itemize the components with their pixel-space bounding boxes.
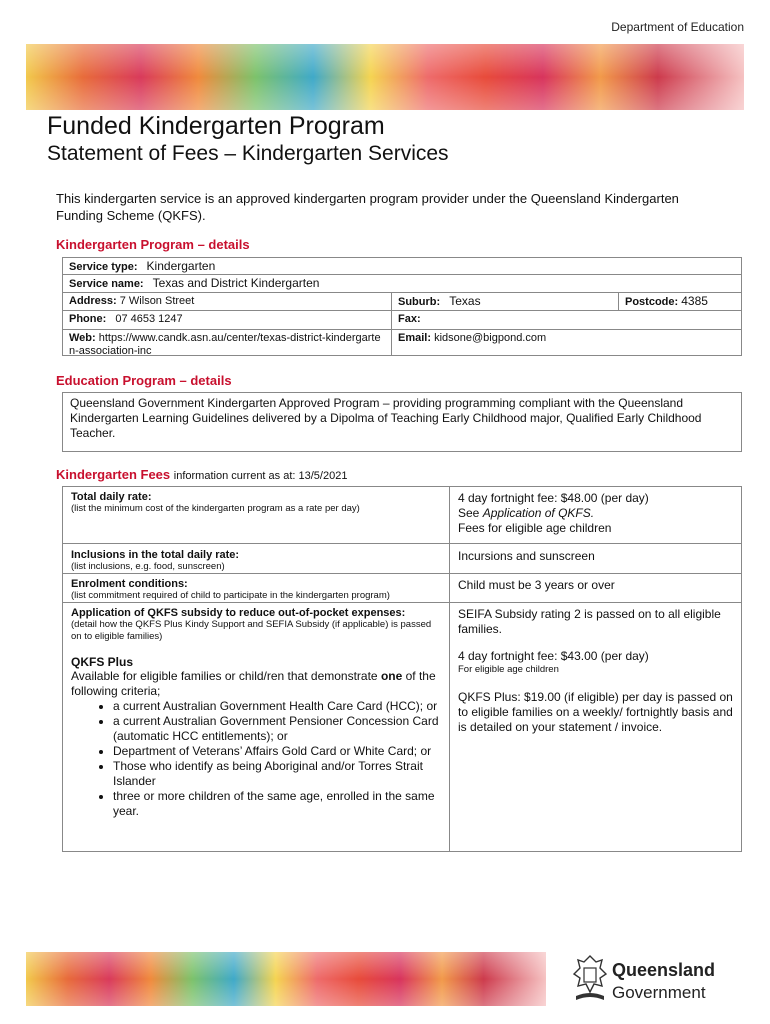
phone-value: 07 4653 1247 [115, 313, 183, 325]
subsidy-label: Application of QKFS subsidy to reduce out-of-pocket expenses: [71, 607, 406, 619]
criteria-item: • Those who identify as being Aboriginal and/or Torres Strait Islander [113, 759, 441, 789]
email-link[interactable]: kidsone@bigpond.com [434, 332, 547, 344]
qld-logo-line1: Queensland [612, 960, 716, 980]
enrolment-label: Enrolment conditions: [71, 578, 188, 590]
total-daily-note: (list the minimum cost of the kindergarten program as a rate per day) [71, 503, 360, 514]
education-details-box [62, 392, 742, 452]
phone-label: Phone: [69, 313, 107, 325]
postcode-label: Postcode: [625, 296, 679, 308]
address-label: Address: [69, 295, 117, 307]
service-type-value: Kindergarten [146, 259, 216, 273]
intro-text: This kindergarten service is an approved kindergarten program provider under the Queensland Kindergarten Funding Scheme (QKFS). [56, 191, 679, 223]
criteria-item: • a current Australian Government Health Care Card (HCC); or [113, 699, 441, 714]
email-label: Email: [398, 332, 432, 344]
service-name-value: Texas and District Kindergarten [152, 276, 320, 290]
suburb-value: Texas [449, 294, 481, 308]
education-details-text: Queensland Government Kindergarten Approved Program – providing programming compliant with the Queensland Kindergarten Learning Guidelines delivered by a Dipolma of Teaching Early Childhood major, Qualified Early Childhood Teacher. [70, 396, 702, 440]
inclusions-value: Incursions and sunscreen [458, 549, 595, 563]
page-subtitle: Statement of Fees – Kindergarten Services [47, 142, 449, 165]
qkfs-plus-value: QKFS Plus: $19.00 (if eligible) per day is passed on to eligible families on a weekly/ fortnightly basis and is detailed on your statement / invoice. [458, 690, 733, 734]
banner-top [26, 44, 744, 110]
fees-heading [56, 467, 347, 482]
fees-table [62, 486, 742, 852]
coat-of-arms-icon [572, 952, 608, 1006]
service-name-label: Service name: [69, 278, 144, 290]
qkfs-plus-title: QKFS Plus [71, 655, 134, 669]
fees-heading-text: Kindergarten Fees [56, 467, 171, 482]
banner-bottom [26, 952, 546, 1006]
inclusions-note: (list inclusions, e.g. food, sunscreen) [71, 561, 225, 572]
postcode-value: 4385 [681, 294, 708, 308]
criteria-item: • three or more children of the same age, enrolled in the same year. [113, 789, 441, 819]
qld-logo-line2: Government [612, 983, 706, 1002]
total-daily-fee: 4 day fortnight fee: $48.00 (per day) [458, 491, 649, 505]
criteria-item: • Department of Veterans’ Affairs Gold Card or White Card; or [113, 744, 441, 759]
web-label: Web: [69, 332, 96, 344]
total-daily-label: Total daily rate: [71, 491, 152, 503]
suburb-label: Suburb: [398, 296, 441, 308]
total-daily-eligibility: Fees for eligible age children [458, 521, 612, 535]
web-link[interactable]: https://www.candk.asn.au/center/texas-district-kindergarten-association-inc [69, 332, 381, 357]
inclusions-label: Inclusions in the total daily rate: [71, 549, 240, 561]
qkfs-plus-intro: Available for eligible families or child/ren that demonstrate one of the following criteria; [71, 669, 436, 698]
fees-info-date: information current as at: 13/5/2021 [173, 470, 348, 482]
criteria-item: • a current Australian Government Pensioner Concession Card (automatic HCC entitlements); or [113, 714, 441, 744]
fee-after-note: For eligible age children [458, 664, 559, 675]
program-details-heading: Kindergarten Program – details [56, 237, 250, 252]
subsidy-value: SEIFA Subsidy rating 2 is passed on to all eligible families. [458, 607, 721, 636]
page-title: Funded Kindergarten Program [47, 112, 385, 140]
address-value: 7 Wilson Street [119, 295, 195, 307]
department-label: Department of Education [611, 20, 744, 34]
qkfs-criteria-list [71, 699, 441, 819]
service-type-label: Service type: [69, 261, 138, 273]
program-details-table [62, 257, 742, 356]
education-details-heading: Education Program – details [56, 373, 232, 388]
total-daily-see-application: See Application of QKFS. [458, 506, 595, 520]
fax-label: Fax: [398, 313, 421, 325]
enrolment-value: Child must be 3 years or over [458, 578, 615, 592]
enrolment-note: (list commitment required of child to participate in the kindergarten program) [71, 590, 390, 601]
fee-after-subsidy: 4 day fortnight fee: $43.00 (per day) [458, 649, 649, 663]
subsidy-note: (detail how the QKFS Plus Kindy Support and SEFIA Subsidy (if applicable) is passed on to eligible families) [71, 619, 432, 642]
